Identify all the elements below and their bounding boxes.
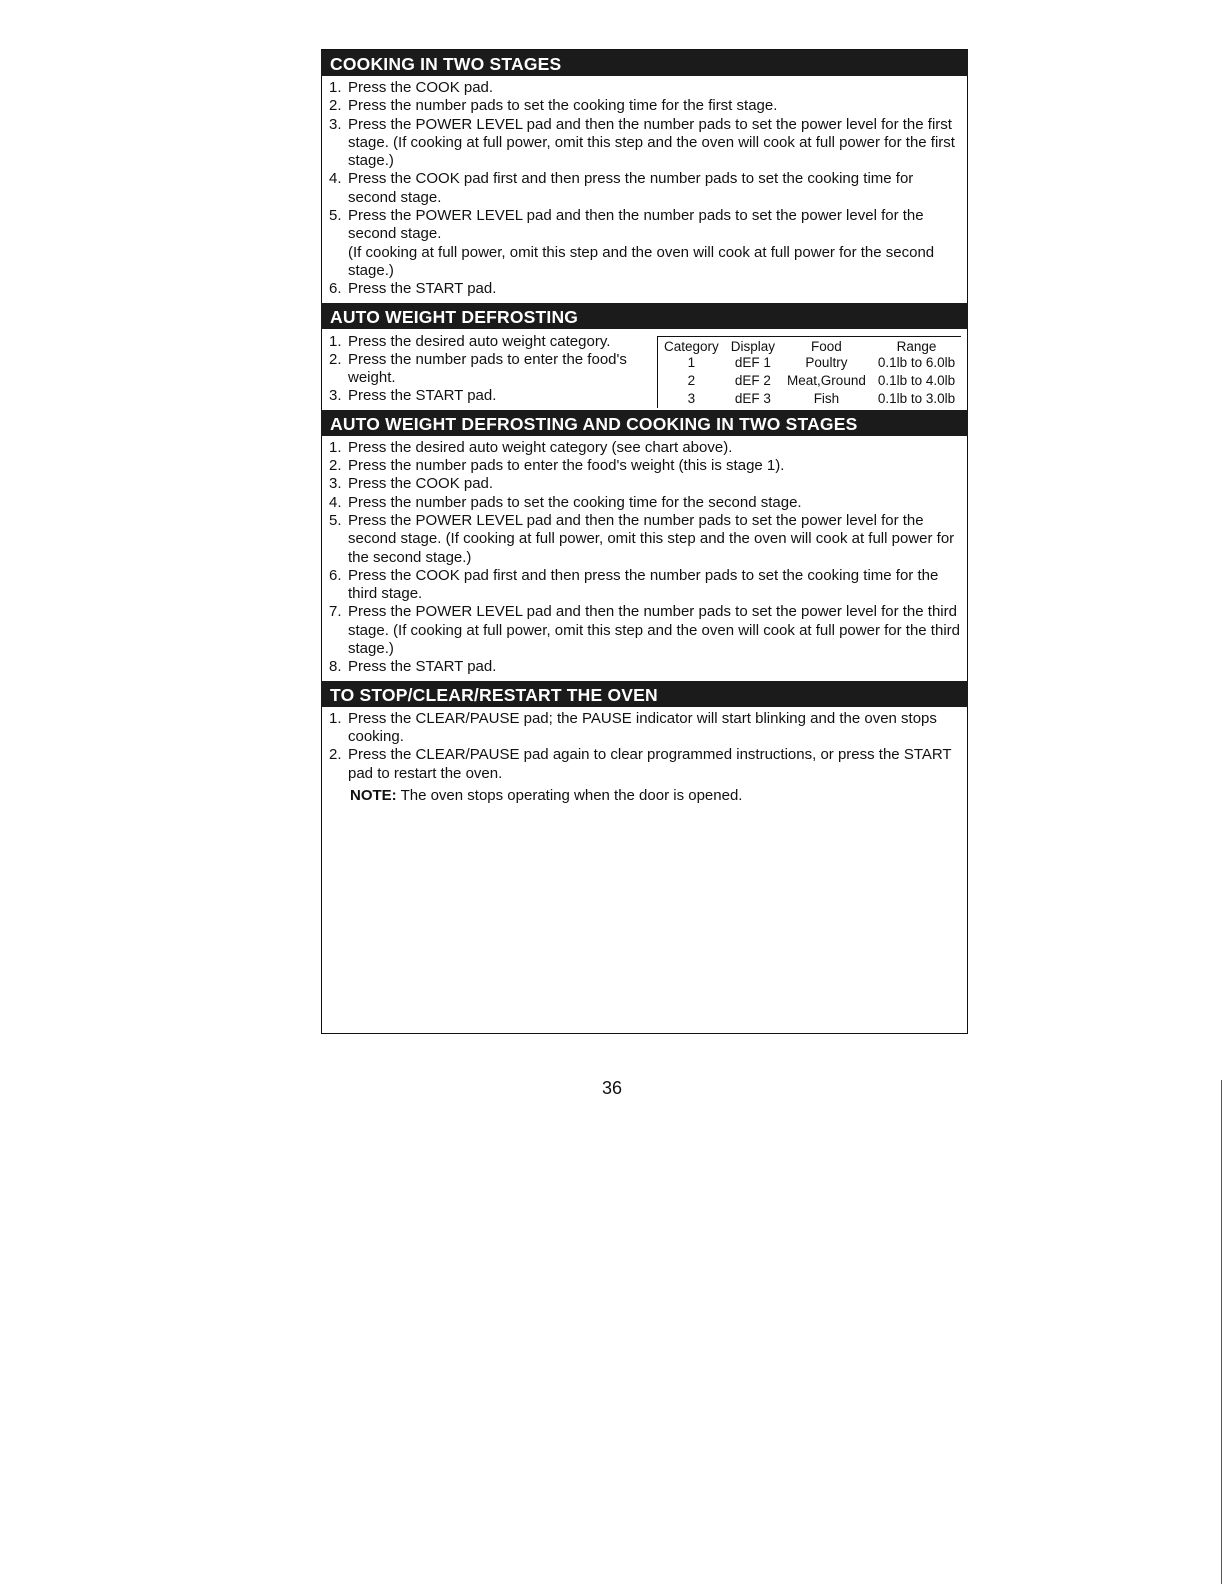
table-row [658,390,962,408]
instructions-panel [321,49,968,1034]
list-item: (If cooking at full power, omit this step and the oven will cook at full power for the second stage.) [348,243,935,279]
table-cell: 1 [687,354,696,370]
table-cell: 0.1lb to 3.0lb [877,390,956,406]
note-label: NOTE: [350,786,397,804]
list-item: 3. Press the COOK pad. [329,475,494,493]
list-item: 6. Press the COOK pad first and then press the number pads to set the cooking time for the third stage. [329,566,939,603]
list-item: 3. Press the START pad. [329,387,497,405]
list-item: 4. Press the number pads to set the cooking time for the second stage. [329,493,802,511]
section-title-auto-weight-defrosting: AUTO WEIGHT DEFROSTING [321,303,968,329]
table-cell: dEF 1 [734,354,771,370]
table-cell: dEF 2 [734,372,771,388]
table-cell: 3 [687,390,696,406]
table-header-row [658,336,962,354]
list-item: 4. Press the COOK pad first and then press the number pads to set the cooking time for second stage. [329,170,914,206]
table-cell: Fish [813,390,840,406]
list-item: 6. Press the START pad. [329,280,497,298]
section-title-cooking-two-stages: COOKING IN TWO STAGES [321,50,968,76]
column-header: Food [811,338,842,354]
page-number: 36 [601,1078,623,1098]
table-row [658,354,962,372]
table-row [658,372,962,390]
list-item: 5. Press the POWER LEVEL pad and then the number pads to set the power level for the second stage. [329,207,924,243]
table-cell: 0.1lb to 4.0lb [877,372,956,388]
defrost-category-table [657,336,961,408]
list-item: 2. Press the CLEAR/PAUSE pad again to clear programmed instructions, or press the START pad to restart the oven. [329,746,952,782]
column-header: Category [664,338,719,354]
list-item: 1. Press the COOK pad. [329,79,494,96]
list-item: 3. Press the POWER LEVEL pad and then the number pads to set the power level for the first stage. (If cooking at full power, omit this step and the oven will cook at full power for the first stage.) [329,115,955,170]
table-cell: Meat,Ground [787,372,866,388]
list-item: 5. Press the POWER LEVEL pad and then the number pads to set the power level for the second stage. (If cooking at full power, omit this step and the oven will cook at full power for the second stage.) [329,511,955,566]
column-header: Range [896,338,937,354]
section-title-defrost-and-cook: AUTO WEIGHT DEFROSTING AND COOKING IN TWO STAGES [321,410,968,436]
column-header: Display [730,338,776,354]
table-cell: dEF 3 [734,390,771,406]
list-item: 1. Press the CLEAR/PAUSE pad; the PAUSE indicator will start blinking and the oven stops cooking. [329,709,937,745]
table-cell: Poultry [805,354,848,370]
table-cell: 2 [687,372,696,388]
section-title-stop-clear-restart: TO STOP/CLEAR/RESTART THE OVEN [321,681,968,707]
auto-weight-defrosting-body [322,329,967,410]
auto-weight-defrosting-steps [322,329,657,410]
list-item: 7. Press the POWER LEVEL pad and then the number pads to set the power level for the third stage. (If cooking at full power, omit this step and the oven will cook at full power for the third stage.) [329,603,960,658]
note-text: The oven stops operating when the door is opened. [396,786,743,804]
list-item: 2. Press the number pads to set the cooking time for the first stage. [329,97,778,115]
list-item: 8. Press the START pad. [329,658,497,676]
defrost-and-cook-steps [322,436,967,681]
oven-door-note [322,787,967,805]
table-cell: 0.1lb to 6.0lb [877,354,956,370]
list-item: 1. Press the desired auto weight category. [329,332,611,350]
list-item: 1. Press the desired auto weight category (see chart above). [329,438,733,456]
list-item: 2. Press the number pads to enter the food's weight. [329,350,627,387]
stop-clear-restart-steps [322,707,967,787]
cooking-two-stages-steps [322,76,967,303]
scan-edge-line [1221,1080,1222,1584]
list-item: 2. Press the number pads to enter the food's weight (this is stage 1). [329,457,785,475]
